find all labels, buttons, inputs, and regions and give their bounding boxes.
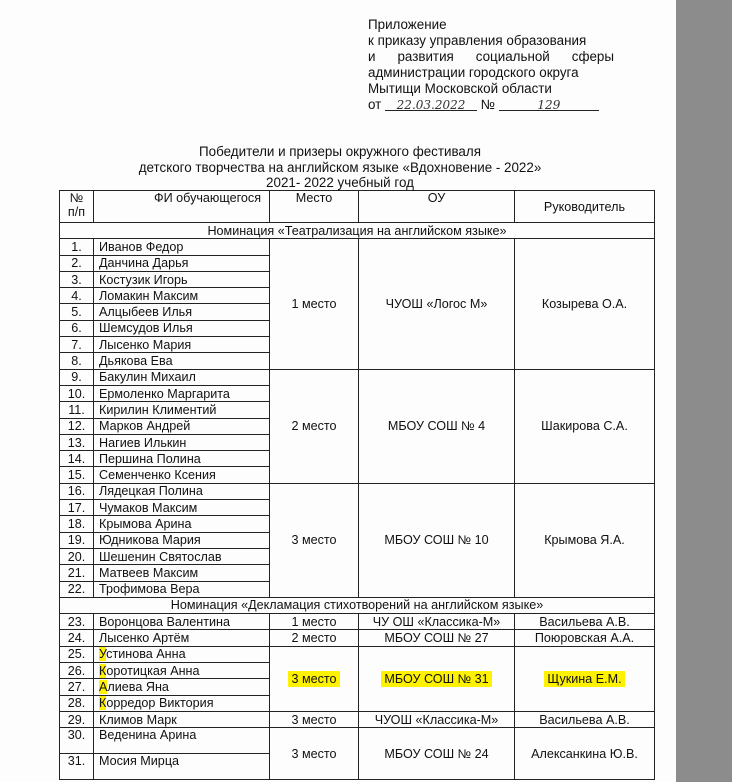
- student-name: Трофимова Вера: [94, 581, 270, 597]
- group-place: 1 место: [270, 614, 359, 630]
- student-name: Климов Марк: [94, 711, 270, 727]
- student-name: Матвеев Максим: [94, 565, 270, 581]
- title-line: 2021- 2022 учебный год: [266, 175, 414, 190]
- group-leader: Шакирова С.А.: [515, 369, 655, 483]
- row-number: 1.: [60, 239, 94, 255]
- student-name: Иванов Федор: [94, 239, 270, 255]
- student-name: Чумаков Максим: [94, 500, 270, 516]
- student-name: Лысенко Мария: [94, 337, 270, 353]
- row-number: 13.: [60, 434, 94, 450]
- student-name: Веденина Арина: [94, 728, 270, 754]
- table-row: [60, 630, 655, 646]
- group-school: МБОУ СОШ № 10: [359, 483, 515, 597]
- nomination-row: [60, 223, 655, 239]
- group-place: 3 место: [270, 483, 359, 597]
- group-school: [359, 646, 515, 711]
- group-place: [270, 646, 359, 711]
- highlighted-place: 3 место: [288, 671, 339, 687]
- row-number: 20.: [60, 548, 94, 564]
- student-name: [94, 679, 270, 695]
- date-prefix: от: [368, 97, 382, 112]
- student-name: Семенченко Ксения: [94, 467, 270, 483]
- handwritten-number: 129: [537, 98, 561, 112]
- student-name: Кирилин Климентий: [94, 402, 270, 418]
- student-name: Костузик Игорь: [94, 271, 270, 287]
- student-name: Лядецкая Полина: [94, 483, 270, 499]
- appendix-line: Приложение: [368, 17, 447, 32]
- row-number: 27.: [60, 679, 94, 695]
- highlight-mark: К: [99, 663, 107, 678]
- row-number: 30.: [60, 728, 94, 754]
- student-name: Ермоленко Маргарита: [94, 385, 270, 401]
- row-number: 31.: [60, 754, 94, 780]
- student-name: Алцыбеев Илья: [94, 304, 270, 320]
- student-name: Лысенко Артём: [94, 630, 270, 646]
- group-school: МБОУ СОШ № 24: [359, 728, 515, 780]
- row-number: 24.: [60, 630, 94, 646]
- student-name: Мосия Мирца: [94, 754, 270, 780]
- student-name: Першина Полина: [94, 451, 270, 467]
- nomination-row: [60, 597, 655, 613]
- group-leader: Алексанкина Ю.В.: [515, 728, 655, 780]
- header-school: ОУ: [359, 191, 515, 223]
- group-place: 3 место: [270, 728, 359, 780]
- group-leader: Васильева А.В.: [515, 614, 655, 630]
- header-place: Место: [270, 191, 359, 223]
- number-field: [499, 97, 599, 111]
- student-name: Шемсудов Илья: [94, 320, 270, 336]
- table-row: [60, 369, 655, 385]
- appendix-line: Мытищи Московской области: [368, 81, 552, 96]
- group-leader: Поюровская А.А.: [515, 630, 655, 646]
- row-number: 8.: [60, 353, 94, 369]
- highlighted-school: МБОУ СОШ № 31: [381, 671, 491, 687]
- row-number: 3.: [60, 271, 94, 287]
- appendix-line-justified: [368, 49, 614, 65]
- group-place: 2 место: [270, 630, 359, 646]
- appendix-line: администрации городского округа: [368, 65, 579, 80]
- appendix-block: [368, 17, 614, 113]
- group-school: ЧУОШ «Логос М»: [359, 239, 515, 369]
- row-number: 9.: [60, 369, 94, 385]
- student-name-rest: лиева Яна: [107, 679, 169, 694]
- group-place: 2 место: [270, 369, 359, 483]
- number-prefix: №: [480, 97, 496, 112]
- student-name: Данчина Дарья: [94, 255, 270, 271]
- student-name: Воронцова Валентина: [94, 614, 270, 630]
- group-school: МБОУ СОШ № 4: [359, 369, 515, 483]
- row-number: 25.: [60, 646, 94, 662]
- row-number: 19.: [60, 532, 94, 548]
- row-number: 16.: [60, 483, 94, 499]
- group-leader: Васильева А.В.: [515, 711, 655, 727]
- student-name-rest: орредор Виктория: [106, 696, 214, 711]
- row-number: 21.: [60, 565, 94, 581]
- group-school: ЧУ ОШ «Классика-М»: [359, 614, 515, 630]
- row-number: 29.: [60, 711, 94, 727]
- student-name: Нагиев Илькин: [94, 434, 270, 450]
- student-name-rest: оротицкая Анна: [106, 663, 200, 678]
- document-title: [120, 144, 560, 191]
- group-leader: Козырева О.А.: [515, 239, 655, 369]
- date-field: [385, 97, 477, 111]
- table-row: [60, 483, 655, 499]
- row-number: 5.: [60, 304, 94, 320]
- highlight-mark: У: [99, 647, 107, 662]
- viewer-scrollbar[interactable]: [676, 0, 732, 782]
- title-line: Победители и призеры окружного фестиваля: [199, 144, 481, 159]
- table-row: [60, 239, 655, 255]
- row-number: 18.: [60, 516, 94, 532]
- student-name: Шешенин Святослав: [94, 548, 270, 564]
- row-number: 23.: [60, 614, 94, 630]
- student-name-rest: стинова Анна: [106, 647, 186, 662]
- student-name: Дьякова Ева: [94, 353, 270, 369]
- row-number: 17.: [60, 500, 94, 516]
- student-name: Бакулин Михаил: [94, 369, 270, 385]
- highlighted-leader: Щукина Е.М.: [544, 671, 624, 687]
- appendix-date-line: [368, 97, 614, 113]
- row-number: 7.: [60, 337, 94, 353]
- group-school: ЧУОШ «Классика-М»: [359, 711, 515, 727]
- highlight-mark: А: [99, 679, 108, 694]
- appendix-word: развития: [397, 49, 454, 64]
- header-leader: Руководитель: [515, 191, 655, 223]
- header-num: № п/п: [60, 191, 94, 223]
- results-table: [59, 190, 655, 780]
- row-number: 6.: [60, 320, 94, 336]
- nomination-title: Номинация «Декламация стихотворений на английском языке»: [60, 597, 655, 613]
- row-number: 4.: [60, 288, 94, 304]
- appendix-word: социальной: [475, 49, 550, 64]
- title-line: детского творчества на английском языке «Вдохновение - 2022»: [138, 159, 542, 175]
- group-school: МБОУ СОШ № 27: [359, 630, 515, 646]
- row-number: 14.: [60, 451, 94, 467]
- group-place: 3 место: [270, 711, 359, 727]
- table-row: [60, 711, 655, 727]
- header-name: ФИ обучающегося: [94, 191, 270, 223]
- row-number: 12.: [60, 418, 94, 434]
- table-row: [60, 728, 655, 754]
- nomination-title: Номинация «Театрализация на английском языке»: [60, 223, 655, 239]
- table-row: [60, 614, 655, 630]
- row-number: 26.: [60, 663, 94, 679]
- group-place: 1 место: [270, 239, 359, 369]
- student-name: Юдникова Мария: [94, 532, 270, 548]
- row-number: 22.: [60, 581, 94, 597]
- row-number: 11.: [60, 402, 94, 418]
- student-name: Крымова Арина: [94, 516, 270, 532]
- student-name: Марков Андрей: [94, 418, 270, 434]
- appendix-word: сферы: [571, 49, 614, 64]
- appendix-line: к приказу управления образования: [368, 33, 587, 48]
- highlight-mark: К: [99, 696, 107, 711]
- student-name: [94, 663, 270, 679]
- group-leader: Крымова Я.А.: [515, 483, 655, 597]
- row-number: 15.: [60, 467, 94, 483]
- student-name: [94, 646, 270, 662]
- table-row: [60, 646, 655, 662]
- row-number: 2.: [60, 255, 94, 271]
- handwritten-date: 22.03.2022: [396, 98, 466, 112]
- table-header-row: [60, 191, 655, 223]
- table-body: [60, 223, 655, 780]
- row-number: 28.: [60, 695, 94, 711]
- group-leader: [515, 646, 655, 711]
- student-name: [94, 695, 270, 711]
- student-name: Ломакин Максим: [94, 288, 270, 304]
- appendix-word: и: [368, 49, 376, 64]
- row-number: 10.: [60, 385, 94, 401]
